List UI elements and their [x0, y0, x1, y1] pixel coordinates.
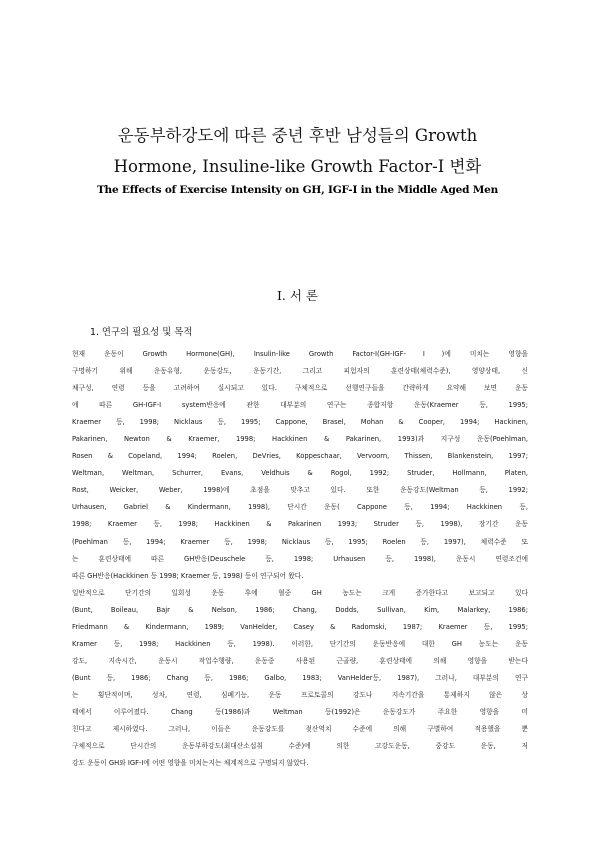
body-line: Rost, Weicker, Weber, 1998)에 초점을 맞추고 있다. 또한 운동강도(Weltman 등, 1992; — [72, 486, 528, 495]
body-line: Friedmann & Kindermann, 1989; VanHelder, Casey & Radomski, 1987; Kraemer 등, 1995; — [72, 622, 528, 631]
body-line: 친다고 제시하였다. 그러나, 이들은 운동강도를 젖산역치 수준에 의해 구별하여 적용했을 뿐 — [72, 725, 528, 734]
body-line: 에 따른 GH-IGF-I system반응에 관한 대부분의 연구는 종합저항 운동(Kraemer 등, 1995; — [72, 401, 528, 410]
body-line: 태에서 이루어졌다. Chang 등(1986)과 Weltman 등(1992)은 운동강도가 주요한 영향을 미 — [72, 707, 528, 716]
body-line: 1998; Kraemer 등, 1998; Hackkinen & Pakarinen 1993; Struder 등, 1998), 장기간 운동 — [72, 520, 528, 529]
body-line: Pakarinen, Newton & Kraemer, 1998; Hackkinen & Pakarinen, 1993)과 지구성 운동(Poehlman, — [72, 435, 528, 444]
body-paragraphs — [72, 346, 528, 772]
title-korean-line-2: Hormone, Insuline-like Growth Factor-I 변화 — [113, 157, 482, 176]
body-line: Rosen & Copeland, 1994; Roelen, DeVries, Koppeschaar, Vervoorn, Thissen, Blankenstein, 1997; — [72, 452, 528, 461]
body-line: 일반적으로 단기간의 일회성 운동 후에 혈중 GH 농도는 크게 증가한다고 보고되고 있다 — [72, 588, 528, 597]
body-line: Kramer 등, 1998; Hackkinen 등, 1998). 이러한, 단기간의 운동반응에 대한 GH 농도는 운동 — [72, 639, 528, 648]
body-line: 는 훈련상태에 따른 GH반응(Deuschele 등, 1998; Urhausen 등, 1998), 운동시 연령조건에 — [72, 554, 528, 563]
body-line: (Poehlman 등, 1994; Kraemer 등, 1998; Nicklaus 등, 1995; Roelen 등, 1997), 체력수준 또 — [72, 537, 528, 546]
chapter-heading: I. 서 론 — [276, 288, 318, 303]
body-line: 체구성, 연령 등을 고려하여 실시되고 있다. 구체적으로 선행연구들을 간략하게 요약해 보면 운동 — [72, 384, 528, 393]
body-line: 현재 운동이 Growth Hormone(GH), Insulin-like Growth Factor-I(GH-IGF-Ⅰ)에 미치는 영향을 — [72, 350, 528, 358]
body-line: Kraemer 등, 1998; Nicklaus 등, 1995; Cappone, Brasel, Mohan & Cooper, 1994; Hackinen, — [72, 418, 528, 427]
body-line: Urhausen, Gabriel & Kindermann, 1998), 단시간 운동( Cappone 등, 1994; Hackkinen 등, — [72, 503, 528, 512]
body-line: 강도, 지속시간, 운동시 작업수행량, 운동중 사용된 근골량, 훈련상태에 의해 영향을 받는다 — [72, 656, 528, 665]
subsection-heading: 1. 연구의 필요성 및 목적 — [90, 327, 193, 338]
body-line: 구명하기 위해 운동유형, 운동강도, 운동기간, 그리고 피험자의 훈련상태(체력수준), 영양상태, 신 — [72, 367, 528, 376]
title-korean-line-1: 운동부하강도에 따른 중년 후반 남성들의 Growth — [117, 126, 478, 145]
body-line: (Bunt 등, 1986; Chang 등, 1986; Galbo, 1983; VanHelder등, 1987), 그러나, 대부분의 연구 — [72, 673, 528, 682]
body-line: 따른 GH반응(Hackkinen 등 1998; Kraemer 등, 1998) 등이 연구되어 왔다. — [72, 571, 304, 580]
body-line: Weltman, Weltman, Schurrer, Evans, Veldhuis & Rogol, 1992; Struder, Hollmann, Platen, — [72, 469, 528, 478]
body-line: 강도 운동이 GH와 IGF-I에 어떤 영향을 미치는지는 체계적으로 구명되지 않았다. — [72, 759, 309, 768]
body-line: (Bunt, Boileau, Bajr & Nelson, 1986; Chang, Dodds, Sullivan, Kim, Malarkey, 1986; — [72, 605, 528, 614]
title-english: The Effects of Exercise Intensity on GH, IGF-I in the Middle Aged Men — [96, 184, 499, 196]
body-line: 구체적으로 단시간의 운동부하강도(최대산소섭취 수준)에 의한 고강도운동, 중강도 운동, 저 — [72, 742, 528, 751]
body-line: 는 횡단적이며, 성차, 연령, 심폐기능, 운동 프로토콜의 강도나 지속기간을 통제하지 않은 상 — [72, 690, 528, 699]
